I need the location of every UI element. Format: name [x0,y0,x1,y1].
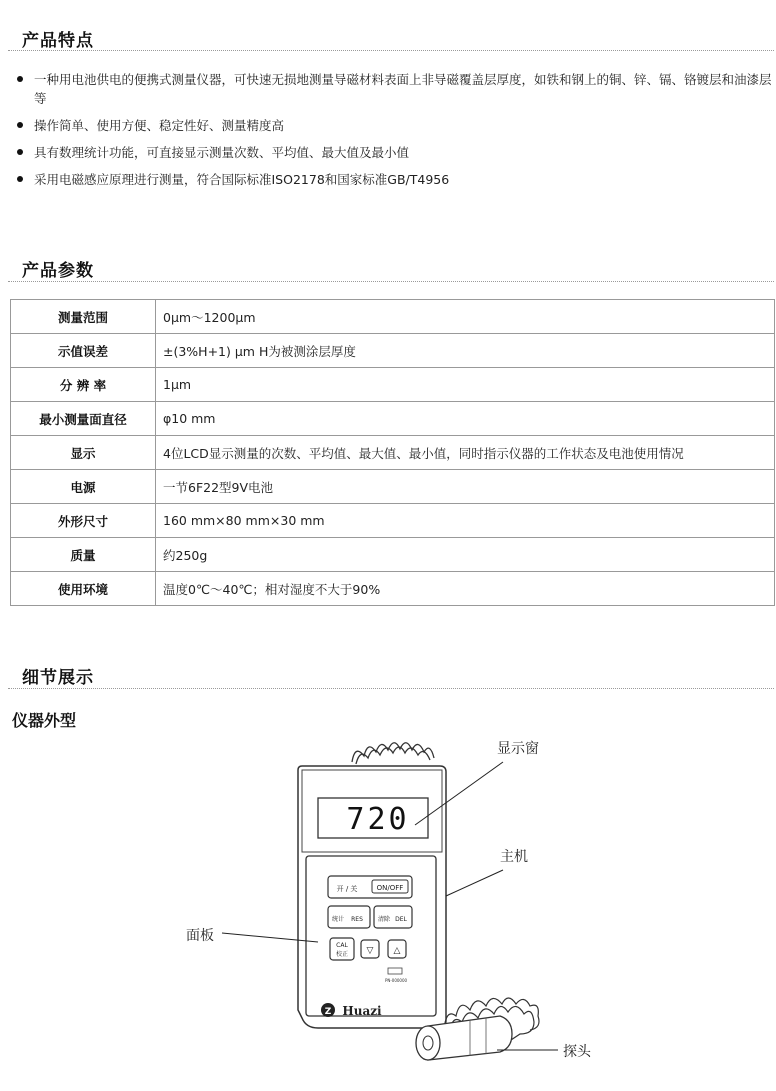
param-key: 外形尺寸 [11,504,156,538]
bullet-icon [17,176,23,182]
probe-label: 探头 [563,1044,591,1060]
param-value: 一节6F22型9V电池 [156,470,775,504]
device-illustration [0,730,776,1091]
panel-label: 面板 [186,928,214,944]
brand-name: Huazi [342,1004,382,1018]
param-value: 4位LCD显示测量的次数、平均值、最大值、最小值，同时指示仪器的工作状态及电池使用情况 [156,436,775,470]
features-title: 产品特点 [22,31,94,51]
table-row [11,402,775,436]
param-value: 1μm [156,368,775,402]
display-reading: 720 [346,802,410,837]
feature-item: 操作简单、使用方便、稳定性好、测量精度高 [14,116,774,135]
power-cn-label: 开 / 关 [336,885,358,893]
bullet-icon [17,76,23,82]
table-row [11,538,775,572]
cal-label: CAL [336,942,348,949]
table-row [11,504,775,538]
feature-item: 具有数理统计功能，可直接显示测量次数、平均值、最大值及最小值 [14,143,774,162]
param-key: 使用环境 [11,572,156,606]
feature-item: 一种用电池供电的便携式测量仪器，可快速无损地测量导磁材料表面上非导磁覆盖层厚度，如铁和钢上的铜、锌、镉、铬镀层和油漆层等 [14,70,774,108]
up-arrow-icon: △ [393,946,401,956]
feature-list [14,70,774,197]
divider [8,50,774,51]
param-key: 测量范围 [11,300,156,334]
feature-item: 采用电磁感应原理进行测量，符合国际标准ISO2178和国家标准GB/T4956 [14,170,774,189]
param-value: 0μm～1200μm [156,300,775,334]
brand-mark: Z [324,1007,332,1017]
body-label: 主机 [500,849,528,865]
divider [8,688,774,689]
down-arrow-icon: ▽ [366,946,374,956]
param-value: 160 mm×80 mm×30 mm [156,504,775,538]
divider [8,281,774,282]
param-value: 约250g [156,538,775,572]
table-row [11,436,775,470]
table-row [11,572,775,606]
param-key: 电源 [11,470,156,504]
param-key: 最小测量面直径 [11,402,156,436]
body-callout-line [446,870,503,896]
param-value: 温度0℃～40℃；相对湿度不大于90% [156,572,775,606]
stat-cn-label: 统计 [331,916,345,923]
table-row [11,368,775,402]
bullet-icon [17,122,23,128]
table-row [11,470,775,504]
display-window-label: 显示窗 [497,741,539,757]
model-label: PN-000000 [384,978,408,983]
del-label: DEL [395,916,407,923]
params-table [10,299,775,606]
bullet-icon [17,149,23,155]
param-key: 分 辨 率 [11,368,156,402]
param-value: φ10 mm [156,402,775,436]
param-value: ±(3%H+1) μm H为被测涂层厚度 [156,334,775,368]
details-title: 细节展示 [22,668,94,688]
cal-cn-label: 校正 [335,951,349,958]
details-subtitle: 仪器外型 [12,711,77,730]
top-cable [352,743,434,764]
param-key: 显示 [11,436,156,470]
res-label: RES [351,916,363,923]
table-row [11,300,775,334]
param-key: 质量 [11,538,156,572]
del-cn-label: 清除 [377,916,391,923]
param-key: 示值误差 [11,334,156,368]
power-label: ON/OFF [376,884,404,892]
table-row [11,334,775,368]
params-title: 产品参数 [22,261,94,281]
